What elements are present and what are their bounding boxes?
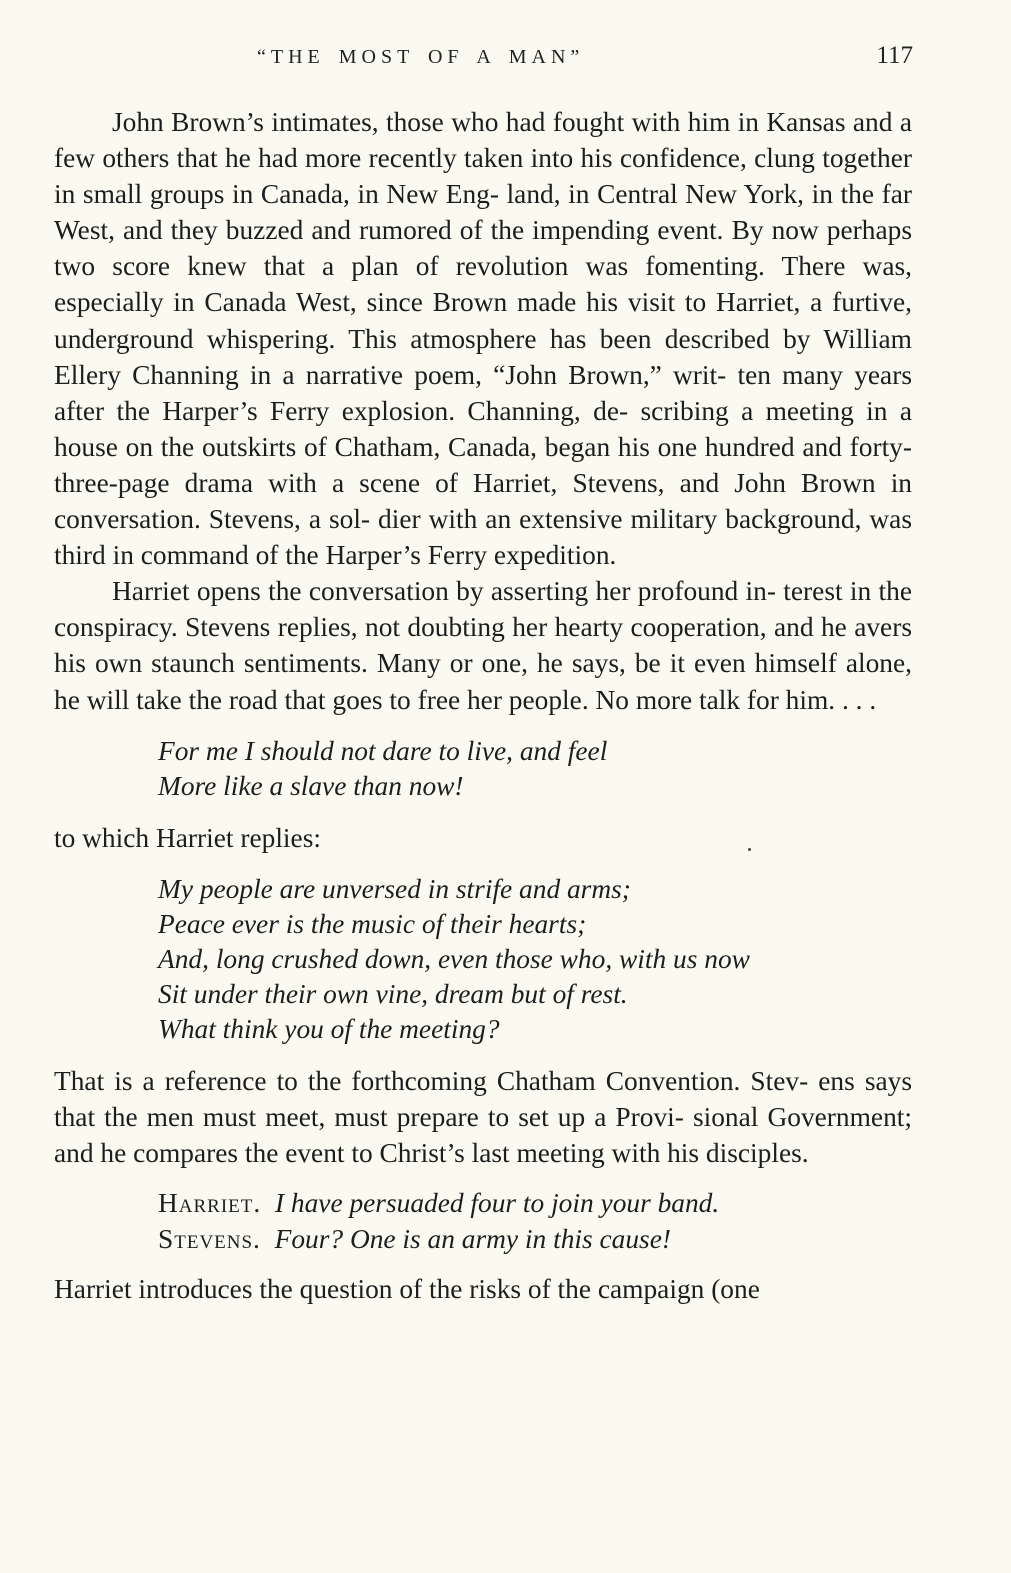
dialogue-line bbox=[158, 1221, 912, 1257]
verse-line: And, long crushed down, even those who, with us now bbox=[158, 943, 750, 974]
dialogue-speaker: Harriet. bbox=[158, 1187, 262, 1218]
verse-line: For me I should not dare to live, and feel bbox=[158, 735, 608, 766]
dialogue-block bbox=[158, 1185, 912, 1257]
dialogue-speech: I have persuaded four to join your band. bbox=[274, 1187, 720, 1218]
running-head bbox=[0, 42, 1011, 78]
dialogue-speaker: Stevens. bbox=[158, 1223, 261, 1254]
paragraph-5: Harriet introduces the question of the risks of the campaign (one bbox=[54, 1273, 760, 1304]
paragraph-3: to which Harriet replies: bbox=[54, 822, 321, 853]
verse-line: My people are unversed in strife and arms; bbox=[158, 873, 631, 904]
paragraph-4: That is a reference to the forthcoming Chatham Convention. Stev- ens says that the men must meet, must prepare to set up a Provi- sional Government; and he compares the event to Christ’s last meeting with his disciples. bbox=[54, 1065, 912, 1168]
verse-line: Peace ever is the music of their hearts; bbox=[158, 908, 587, 939]
verse-line: Sit under their own vine, dream but of rest. bbox=[158, 978, 628, 1009]
running-title: “THE MOST OF A MAN” bbox=[257, 46, 585, 68]
verse-quote-2 bbox=[158, 872, 912, 1047]
paragraph-2: Harriet opens the conversation by asserting her profound in- terest in the conspiracy. Stevens replies, not doubting her hearty cooperation, and he avers his own staunch sentiments. Many or one, he says, be it even himself alone, he will take the road that goes to free her people. No more talk for him. . . . bbox=[54, 576, 912, 715]
verse-line: What think you of the meeting? bbox=[158, 1013, 500, 1044]
verse-line: More like a slave than now! bbox=[158, 770, 464, 801]
dialogue-speech: Four? One is an army in this cause! bbox=[274, 1223, 671, 1254]
verse-quote-1 bbox=[158, 734, 912, 804]
body-text bbox=[54, 104, 912, 1307]
page-number: 117 bbox=[876, 42, 913, 69]
paragraph-1: John Brown’s intimates, those who had fought with him in Kansas and a few others that he had more recently taken into his confidence, clung together in small groups in Canada, in New Eng- land, in Central New York, in the far West, and they buzzed and rumored of the impending event. By now perhaps two score knew that a plan of revolution was fomenting. There was, especially in Canada West, since Brown made his visit to Harriet, a furtive, underground whispering. This atmosphere has been described by William Ellery Channing in a narrative poem, “John Brown,” writ- ten many years after the Harper’s Ferry explosion. Channing, de- scribing a meeting in a house on the outskirts of Chatham, Canada, began his one hundred and forty-three-page drama with a scene of Harriet, Stevens, and John Brown in conversation. Stevens, a sol- dier with an extensive military background, was third in command of the Harper’s Ferry expedition. bbox=[54, 107, 912, 571]
dialogue-line bbox=[158, 1185, 912, 1221]
